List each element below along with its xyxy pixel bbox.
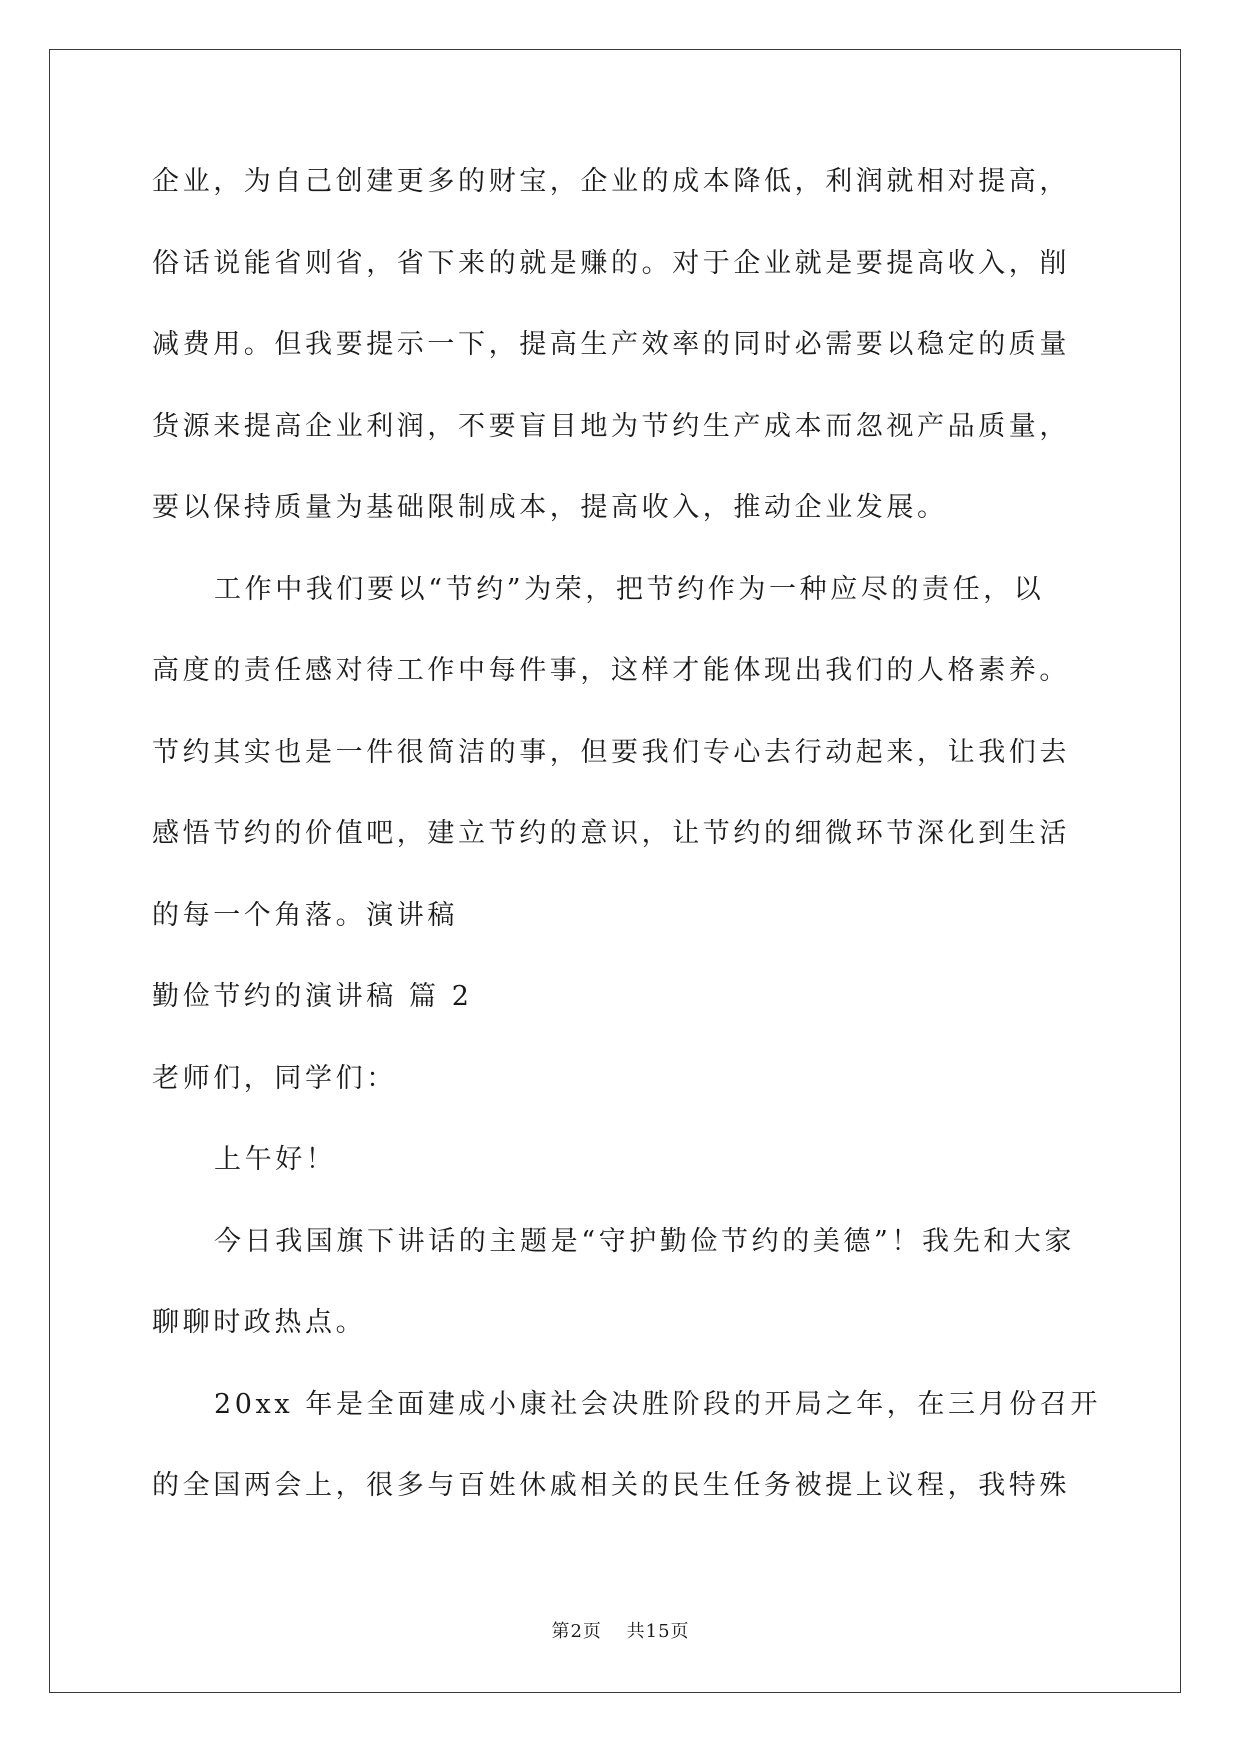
text-line: 企业，为自己创建更多的财宝，企业的成本降低，利润就相对提高， [152, 166, 1070, 197]
text-line: 老师们，同学们： [152, 1062, 397, 1094]
text-line: 要以保持质量为基础限制成本，提高收入，推动企业发展。 [152, 492, 948, 523]
text-line: 的每一个角落。演讲稿 [152, 899, 458, 931]
text-line: 货源来提高企业利润，不要盲目地为节约生产成本而忽视产品质量， [152, 410, 1070, 442]
page-footer [0, 1617, 1241, 1643]
page-number: 第2页 [551, 1621, 602, 1642]
text-line: 上午好！ [214, 1144, 337, 1175]
page-total: 共15页 [626, 1621, 690, 1642]
text-line: 的全国两会上，很多与百姓休戚相关的民生任务被提上议程，我特殊 [152, 1470, 1070, 1501]
text-line: 勤俭节约的演讲稿 篇 2 [152, 981, 473, 1012]
text-line: 今日我国旗下讲话的主题是“守护勤俭节约的美德”！我先和大家 [214, 1225, 1076, 1257]
document-body [152, 163, 1101, 1549]
text-line: 节约其实也是一件很简洁的事，但要我们专心去行动起来，让我们去 [152, 736, 1070, 768]
text-line: 20xx 年是全面建成小康社会决胜阶段的开局之年，在三月份召开 [214, 1388, 1101, 1420]
text-line: 聊聊时政热点。 [152, 1307, 367, 1338]
text-line: 减费用。但我要提示一下，提高生产效率的同时必需要以稳定的质量 [152, 329, 1070, 360]
text-line: 高度的责任感对待工作中每件事，这样才能体现出我们的人格素养。 [152, 655, 1070, 686]
text-line: 感悟节约的价值吧，建立节约的意识，让节约的细微环节深化到生活 [152, 818, 1070, 849]
text-line: 俗话说能省则省，省下来的就是赚的。对于企业就是要提高收入，削 [152, 247, 1070, 279]
text-line: 工作中我们要以“节约”为荣，把节约作为一种应尽的责任，以 [214, 573, 1045, 605]
